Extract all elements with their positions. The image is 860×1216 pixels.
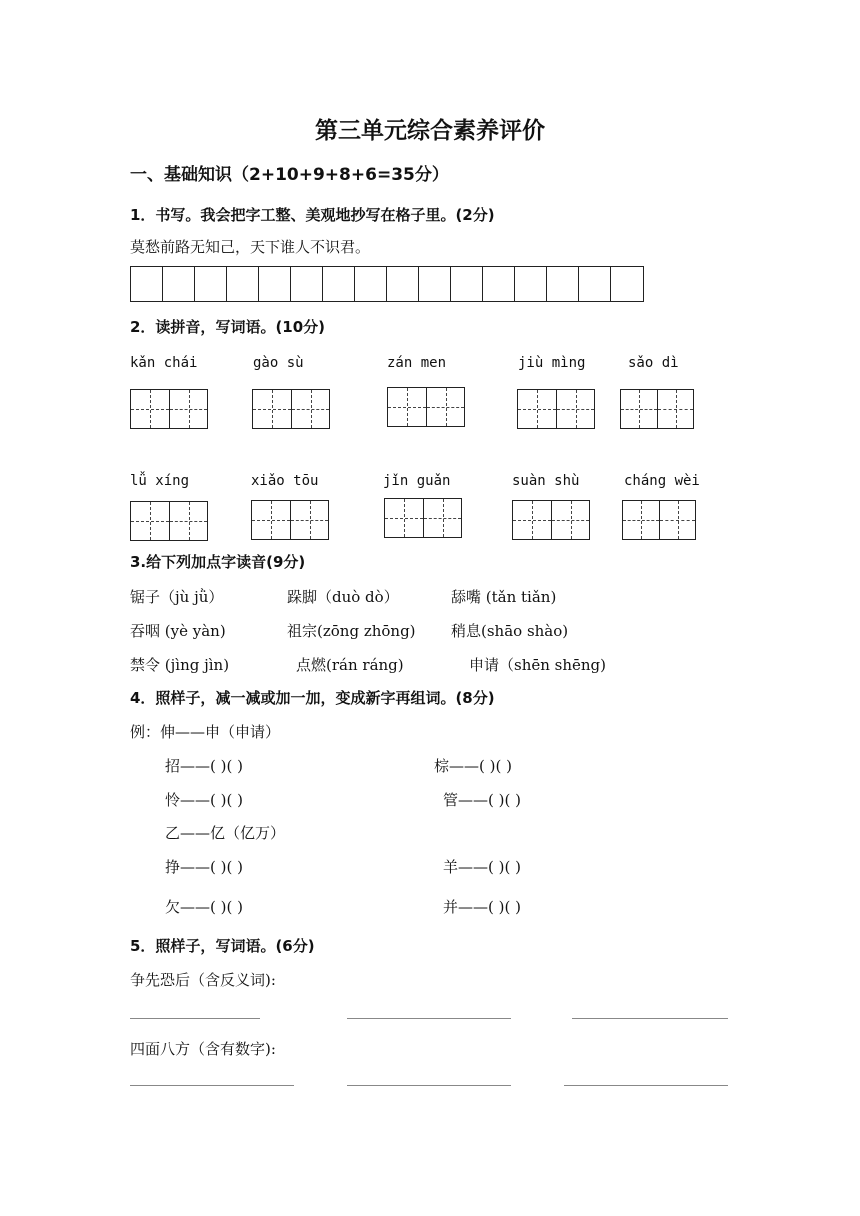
question-5-label: 5．照样子，写词语。(6分) — [130, 937, 315, 955]
answer-line[interactable] — [347, 1018, 511, 1019]
example-text: 乙——亿（亿万） — [165, 824, 286, 842]
question-4-label: 4．照样子，减一减或加一加，变成新字再组词。(8分) — [130, 689, 495, 707]
tianzige-box[interactable] — [130, 389, 208, 429]
answer-line[interactable] — [564, 1085, 728, 1086]
grid-cell[interactable] — [259, 267, 291, 301]
grid-cell[interactable] — [579, 267, 611, 301]
fill-item[interactable]: 棕——( )( ) — [434, 757, 512, 775]
pinyin: kǎn chái — [130, 355, 198, 371]
word-prompt: 四面八方（含有数字): — [130, 1040, 276, 1058]
reading-item: 跺脚（duò dò） — [287, 588, 399, 606]
pinyin: lǚ xíng — [130, 473, 190, 489]
section-heading: 一、基础知识（2+10+9+8+6=35分） — [130, 165, 449, 185]
pinyin: xiǎo tōu — [251, 473, 319, 489]
fill-item[interactable]: 并——( )( ) — [443, 898, 521, 916]
grid-cell[interactable] — [451, 267, 483, 301]
tianzige-box[interactable] — [251, 500, 329, 540]
tianzige-box[interactable] — [512, 500, 590, 540]
fill-item[interactable]: 欠——( )( ) — [165, 898, 243, 916]
tianzige-box[interactable] — [387, 387, 465, 427]
fill-item[interactable]: 挣——( )( ) — [165, 858, 243, 876]
fill-item[interactable]: 招——( )( ) — [165, 757, 243, 775]
grid-cell[interactable] — [195, 267, 227, 301]
answer-line[interactable] — [130, 1018, 260, 1019]
fill-item[interactable]: 怜——( )( ) — [165, 791, 243, 809]
answer-line[interactable] — [130, 1085, 294, 1086]
copy-text: 莫愁前路无知己，天下谁人不识君。 — [130, 238, 371, 256]
grid-cell[interactable] — [547, 267, 579, 301]
pinyin: suàn shù — [512, 473, 580, 489]
grid-cell[interactable] — [483, 267, 515, 301]
pinyin: zán men — [387, 355, 447, 371]
question-2-label: 2．读拼音，写词语。(10分) — [130, 318, 326, 336]
answer-line[interactable] — [347, 1085, 511, 1086]
reading-item: 禁令 (jìng jìn) — [130, 656, 230, 674]
grid-cell[interactable] — [131, 267, 163, 301]
fill-item[interactable]: 管——( )( ) — [443, 791, 521, 809]
pinyin: gào sù — [253, 355, 304, 371]
pinyin: cháng wèi — [624, 473, 700, 489]
question-3-label: 3.给下列加点字读音(9分) — [130, 553, 306, 571]
tianzige-box[interactable] — [620, 389, 694, 429]
grid-cell[interactable] — [323, 267, 355, 301]
reading-item: 祖宗(zōng zhōng) — [287, 622, 416, 640]
reading-item: 稍息(shāo shào) — [451, 622, 569, 640]
tianzige-box[interactable] — [384, 498, 462, 538]
grid-cell[interactable] — [387, 267, 419, 301]
grid-cell[interactable] — [419, 267, 451, 301]
tianzige-box[interactable] — [252, 389, 330, 429]
answer-line[interactable] — [572, 1018, 728, 1019]
reading-item: 锯子（jù jǜ） — [130, 588, 224, 606]
tianzige-box[interactable] — [622, 500, 696, 540]
tianzige-box[interactable] — [517, 389, 595, 429]
page-title: 第三单元综合素养评价 — [315, 118, 545, 144]
reading-item: 吞咽 (yè yàn) — [130, 622, 226, 640]
pinyin: jǐn guǎn — [383, 473, 451, 489]
reading-item: 舔嘴 (tǎn tiǎn) — [451, 588, 557, 606]
grid-cell[interactable] — [355, 267, 387, 301]
reading-item: 申请（shēn shēng) — [469, 656, 607, 674]
word-prompt: 争先恐后（含反义词): — [130, 971, 276, 989]
question-1-label: 1．书写。我会把字工整、美观地抄写在格子里。(2分) — [130, 206, 495, 224]
pinyin: jiù mìng — [518, 355, 586, 371]
grid-cell[interactable] — [611, 267, 643, 301]
grid-cell[interactable] — [163, 267, 195, 301]
example-text: 例：伸——申（申请） — [130, 723, 281, 741]
fill-item[interactable]: 羊——( )( ) — [443, 858, 521, 876]
grid-cell[interactable] — [515, 267, 547, 301]
reading-item: 点燃(rán ráng) — [296, 656, 404, 674]
tianzige-box[interactable] — [130, 501, 208, 541]
writing-grid[interactable] — [130, 266, 644, 302]
grid-cell[interactable] — [291, 267, 323, 301]
grid-cell[interactable] — [227, 267, 259, 301]
pinyin: sǎo dì — [628, 355, 679, 371]
